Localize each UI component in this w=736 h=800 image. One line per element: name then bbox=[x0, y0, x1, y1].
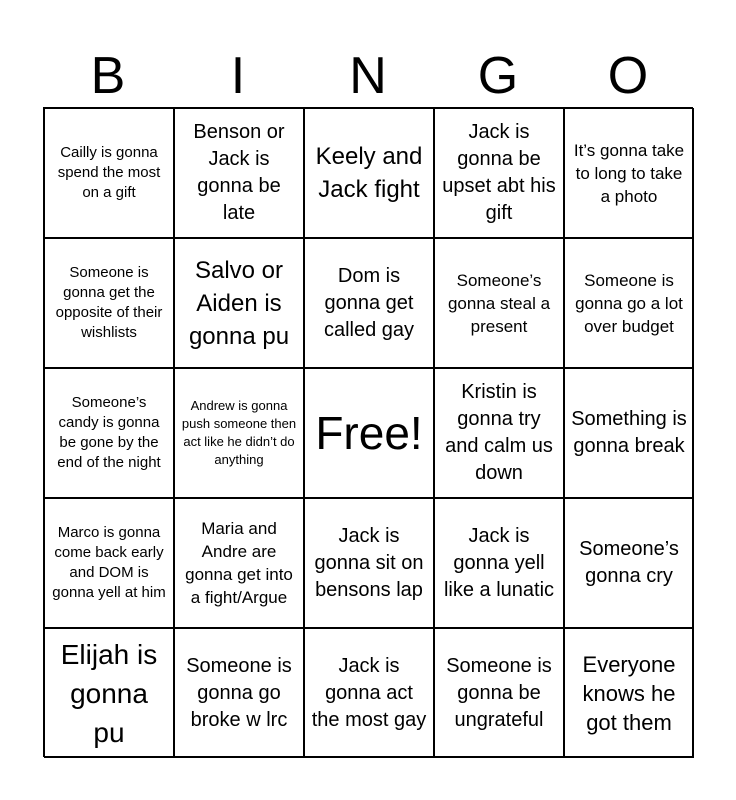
bingo-cell[interactable] bbox=[304, 108, 434, 238]
cell-text: Jack is gonna yell like a lunatic bbox=[443, 524, 555, 601]
cell-text: Someone’s gonna cry bbox=[579, 538, 679, 587]
cell-text: Someone is gonna get the opposite of their wishlists bbox=[55, 264, 163, 341]
bingo-cell[interactable] bbox=[44, 498, 174, 628]
bingo-cell[interactable] bbox=[174, 628, 304, 758]
cell-text: Jack is gonna act the most gay bbox=[311, 654, 427, 731]
cell-text: Jack is gonna sit on bensons lap bbox=[314, 524, 424, 601]
cell-text: Elijah is gonna pu bbox=[60, 638, 158, 748]
free-space-text: Free! bbox=[315, 407, 423, 459]
bingo-cell[interactable] bbox=[304, 628, 434, 758]
bingo-cell[interactable] bbox=[44, 368, 174, 498]
cell-text: Jack is gonna be upset abt his gift bbox=[442, 121, 556, 224]
cell-text: Someone’s candy is gonna be gone by the end of the night bbox=[57, 394, 161, 471]
header-letter-i: I bbox=[230, 47, 246, 105]
bingo-cell[interactable] bbox=[174, 108, 304, 238]
header-letter-n: N bbox=[349, 47, 387, 105]
bingo-cell[interactable] bbox=[304, 238, 434, 368]
bingo-grid bbox=[43, 107, 693, 757]
bingo-cell[interactable] bbox=[44, 238, 174, 368]
header-letter-b: B bbox=[90, 47, 126, 105]
cell-text: Salvo or Aiden is gonna pu bbox=[188, 256, 290, 350]
cell-text: Cailly is gonna spend the most on a gift bbox=[57, 144, 161, 201]
bingo-cell[interactable] bbox=[564, 368, 694, 498]
bingo-cell[interactable] bbox=[174, 498, 304, 628]
cell-text: Marco is gonna come back early and DOM is gonna yell at him bbox=[52, 524, 166, 601]
cell-text: Dom is gonna get called gay bbox=[323, 264, 415, 341]
bingo-cell[interactable] bbox=[44, 628, 174, 758]
cell-text: Someone is gonna go broke w lrc bbox=[186, 654, 292, 731]
cell-text: Someone is gonna go a lot over budget bbox=[575, 270, 683, 336]
bingo-cell[interactable] bbox=[434, 628, 564, 758]
bingo-header bbox=[43, 44, 693, 108]
cell-text: Kristin is gonna try and calm us down bbox=[445, 381, 553, 484]
bingo-cell[interactable] bbox=[434, 238, 564, 368]
cell-text: Keely and Jack fight bbox=[315, 143, 423, 203]
cell-text: Something is gonna break bbox=[571, 408, 687, 457]
bingo-cell[interactable] bbox=[44, 108, 174, 238]
bingo-cell[interactable] bbox=[174, 368, 304, 498]
cell-text: Everyone knows he got them bbox=[582, 651, 676, 735]
cell-text: It’s gonna take to long to take a photo bbox=[573, 140, 685, 206]
bingo-cell[interactable] bbox=[564, 628, 694, 758]
cell-text: Maria and Andre are gonna get into a fight/Argue bbox=[185, 519, 293, 607]
cell-text: Benson or Jack is gonna be late bbox=[193, 121, 285, 224]
bingo-cell[interactable] bbox=[564, 108, 694, 238]
cell-text: Someone is gonna be ungrateful bbox=[446, 654, 552, 731]
bingo-cell[interactable] bbox=[174, 238, 304, 368]
header-letter-o: O bbox=[607, 47, 649, 105]
bingo-cell[interactable] bbox=[564, 498, 694, 628]
cell-text: Someone’s gonna steal a present bbox=[447, 270, 551, 336]
free-space-cell[interactable] bbox=[304, 368, 434, 498]
bingo-cell[interactable] bbox=[434, 368, 564, 498]
bingo-cell[interactable] bbox=[434, 498, 564, 628]
bingo-cell[interactable] bbox=[564, 238, 694, 368]
header-letter-g: G bbox=[477, 47, 519, 105]
bingo-cell[interactable] bbox=[304, 498, 434, 628]
cell-text: Andrew is gonna push someone then act like he didn’t do anything bbox=[181, 398, 297, 467]
bingo-cell[interactable] bbox=[434, 108, 564, 238]
